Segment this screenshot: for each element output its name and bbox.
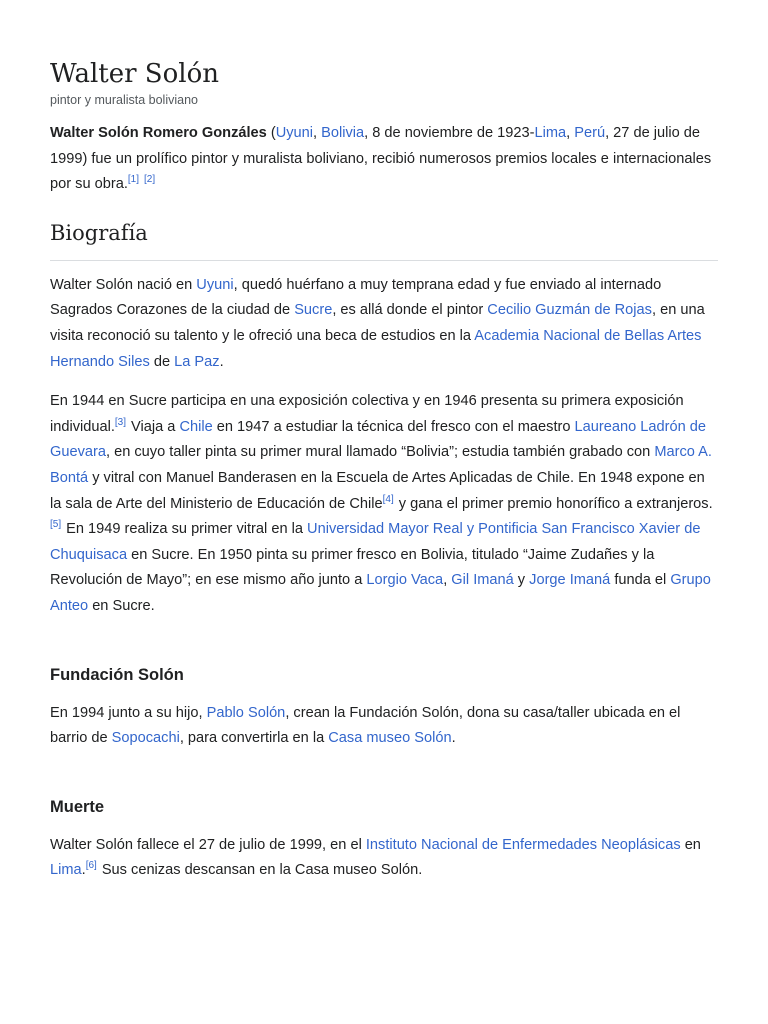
link-lima[interactable]: Lima <box>50 862 82 879</box>
link-sucre[interactable]: Sucre <box>294 302 333 319</box>
reference-3[interactable]: [3] <box>114 416 127 428</box>
link-pablo-solon[interactable]: Pablo Solón <box>206 704 286 721</box>
link-chile[interactable]: Chile <box>179 418 213 435</box>
page-title: Walter Solón <box>50 59 219 89</box>
link-grupo-anteo[interactable]: Grupo Anteo <box>50 572 711 614</box>
link-instituto-neoplasicas[interactable]: Instituto Nacional de Enfermedades Neoplásicas <box>365 836 681 853</box>
link-peru[interactable]: Perú <box>574 125 606 141</box>
section-biografia <box>50 273 718 620</box>
link-casa-museo-solon[interactable]: Casa museo Solón <box>328 730 452 747</box>
article <box>50 56 718 898</box>
reference-2[interactable]: [2] <box>144 174 156 186</box>
link-lima[interactable]: Lima <box>534 125 567 141</box>
intro-paragraph: Walter Solón Romero Gonzáles (Uyuni, Bolivia, 8 de noviembre de 1923-Lima, Perú, 27 de julio de 1999) fue un prolífico pintor y muralista boliviano, recibió numerosos premios locales e internacionales por su obra.[1] [2] <box>50 125 712 193</box>
biografia-paragraph-2: En 1944 en Sucre participa en una exposición colectiva y en 1946 presenta su primera exposición individual.[3] Viaja a Chile en 1947 a estudiar la técnica del fresco con el maestro Laureano Ladrón de Guevara, en cuyo taller pinta su primer mural llamado “Bolivia”; estudia también grabado con Marco A. Bontá y vitral con Manuel Banderasen en la Escuela de Artes Aplicadas de Chile. En 1948 expone en la sala de Arte del Ministerio de Educación de Chile[4] y gana el primer premio honorífico a extranjeros.[5] En 1949 realiza su primer vitral en la Universidad Mayor Real y Pontificia San Francisco Xavier de Chuquisaca en Sucre. En 1950 pinta su primer fresco en Bolivia, titulado “Jaime Zudañes y la Revolución de Mayo”; en ese mismo año junto a Lorgio Vaca, Gil Imaná y Jorge Imaná funda el Grupo Anteo en Sucre. <box>50 393 713 614</box>
link-bolivia[interactable]: Bolivia <box>321 125 365 141</box>
link-marco-bonta[interactable]: Marco A. Bontá <box>50 444 712 486</box>
muerte-paragraph: Walter Solón fallece el 27 de julio de 1999, en el Instituto Nacional de Enfermedades Neoplásicas en Lima.[6] Sus cenizas descansan en la Casa museo Solón. <box>50 836 701 879</box>
link-gil-imana[interactable]: Gil Imaná <box>451 572 514 589</box>
fundacion-paragraph: En 1994 junto a su hijo, Pablo Solón, crean la Fundación Solón, dona su casa/taller ubicada en el barrio de Sopocachi, para convertirla en la Casa museo Solón. <box>50 704 681 747</box>
heading-fundacion-solon: Fundación Solón <box>50 665 184 684</box>
link-la-paz[interactable]: La Paz <box>174 353 220 370</box>
reference-1[interactable]: [1] <box>127 174 140 186</box>
link-laureano-ladron-de-guevara[interactable]: Laureano Ladrón de Guevara <box>50 418 706 461</box>
link-universidad-san-francisco-xavier[interactable]: Universidad Mayor Real y Pontificia San Francisco Xavier de Chuquisaca <box>50 521 701 563</box>
heading-muerte: Muerte <box>50 797 105 816</box>
link-uyuni[interactable]: Uyuni <box>275 125 314 141</box>
link-cecilio-guzman-de-rojas[interactable]: Cecilio Guzmán de Rojas <box>487 302 652 319</box>
subject-name: Walter Solón Romero Gonzáles <box>50 125 267 141</box>
reference-6[interactable]: [6] <box>85 860 97 872</box>
link-uyuni[interactable]: Uyuni <box>196 276 234 293</box>
page-subtitle: pintor y muralista boliviano <box>50 93 198 107</box>
reference-4[interactable]: [4] <box>382 493 394 505</box>
link-jorge-imana[interactable]: Jorge Imaná <box>529 572 611 589</box>
link-lorgio-vaca[interactable]: Lorgio Vaca <box>366 572 444 589</box>
link-sopocachi[interactable]: Sopocachi <box>111 730 180 747</box>
reference-5[interactable]: [5] <box>50 519 62 531</box>
biografia-paragraph-1: Walter Solón nació en Uyuni, quedó huérfano a muy temprana edad y fue enviado al internado Sagrados Corazones de la ciudad de Sucre, es allá donde el pintor Cecilio Guzmán de Rojas, en una visita reconoció su talento y le ofreció una beca de estudios en la Academia Nacional de Bellas Artes Hernando Siles de La Paz. <box>50 276 705 370</box>
heading-biografia: Biografía <box>50 218 718 261</box>
link-academia-bellas-artes[interactable]: Academia Nacional de Bellas Artes Hernando Siles <box>50 327 702 370</box>
